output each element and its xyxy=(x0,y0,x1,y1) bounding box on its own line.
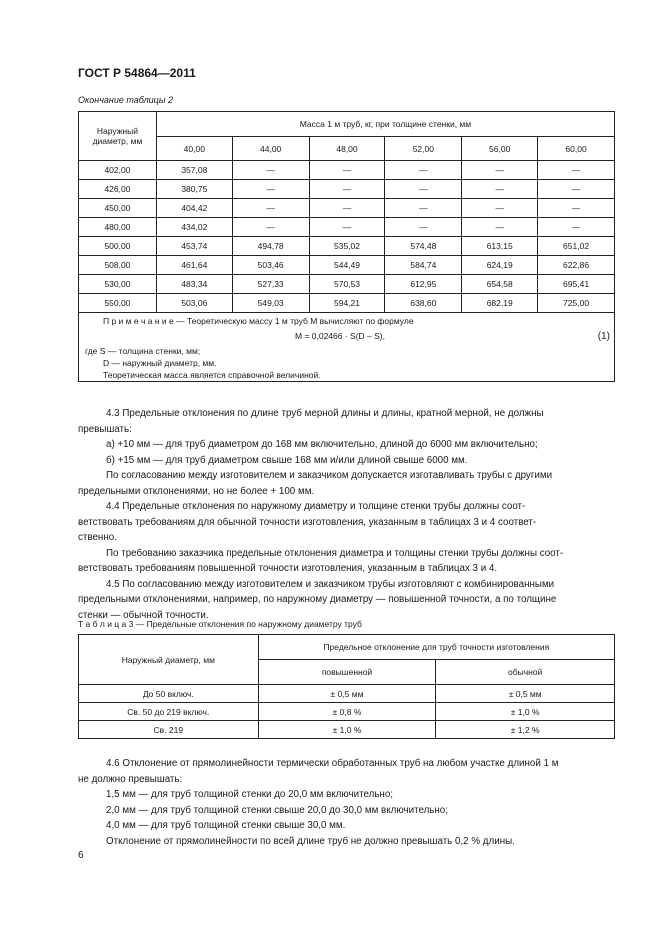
deviation-cell: ± 0,5 мм xyxy=(258,685,436,703)
mass-cell: 624,19 xyxy=(462,256,538,275)
mass-cell: — xyxy=(309,199,385,218)
s43-b: б) +15 мм — для труб диаметром свыше 168 мм и/или длиной свыше 6000 мм. xyxy=(106,454,468,466)
mass-cell: 574,48 xyxy=(385,237,462,256)
table-row xyxy=(79,218,615,237)
mass-cell: — xyxy=(385,161,462,180)
mass-cell: 527,33 xyxy=(232,275,309,294)
mass-cell: 638,60 xyxy=(385,294,462,313)
s46-i1: 1,5 мм — для труб толщиной стенки до 20,0 мм включительно; xyxy=(106,789,394,800)
table-row xyxy=(79,237,615,256)
mass-cell: — xyxy=(385,218,462,237)
head-mass: Масса 1 м труб, кг, при толщине стенки, мм xyxy=(156,112,614,137)
mass-cell: 654,58 xyxy=(462,275,538,294)
table-note xyxy=(79,313,615,382)
table-continuation-caption: Окончание таблицы 2 xyxy=(78,95,173,105)
mass-cell: — xyxy=(309,161,385,180)
mass-cell: 503,46 xyxy=(232,256,309,275)
table-row xyxy=(79,703,615,721)
deviation-cell: ± 1,0 % xyxy=(258,721,436,739)
page-number: 6 xyxy=(78,850,84,861)
mass-cell: — xyxy=(232,199,309,218)
s44-p2b: ветствовать требованиям повышенной точности изготовления, указанным в таблицах 3 и 4. xyxy=(78,563,498,574)
s44-p1b: ветствовать требованиям для обычной точности изготовления, указанным в таблицах 3 и 4 соответ- xyxy=(78,516,537,528)
mass-cell: 483,34 xyxy=(156,275,232,294)
s46-p1: 4.6 Отклонение от прямолинейности термически обработанных труб на любом участке длиной 1 м xyxy=(106,758,559,769)
t3-col-high: повышенной xyxy=(258,660,436,685)
s43-p2: По согласованию между изготовителем и заказчиком допускается изготавливать трубы с другими xyxy=(106,470,553,481)
note-line-1: П р и м е ч а н и е — Теоретическую массу 1 м труб М вычисляют по формуле xyxy=(103,316,414,326)
mass-cell: 380,75 xyxy=(156,180,232,199)
mass-cell: — xyxy=(309,180,385,199)
mass-cell: 503,06 xyxy=(156,294,232,313)
note-line-2: где S — толщина стенки, мм; xyxy=(85,346,201,356)
wall-thickness-col: 44,00 xyxy=(232,137,309,161)
table-row xyxy=(79,161,615,180)
table-row xyxy=(79,294,615,313)
mass-cell: 695,41 xyxy=(538,275,615,294)
mass-cell: 594,21 xyxy=(309,294,385,313)
table-row xyxy=(79,180,615,199)
mass-cell: — xyxy=(462,161,538,180)
deviation-cell: ± 1,2 % xyxy=(436,721,615,739)
note-line-3: D — наружный диаметр, мм. xyxy=(103,358,217,368)
note-formula-number: (1) xyxy=(597,331,610,342)
diameter-cell: 402,00 xyxy=(79,161,157,180)
wall-thickness-col: 40,00 xyxy=(156,137,232,161)
mass-cell: — xyxy=(538,199,615,218)
diameter-range-cell: Св. 50 до 219 включ. xyxy=(79,703,259,721)
mass-cell: — xyxy=(309,218,385,237)
mass-cell: — xyxy=(538,161,615,180)
wall-thickness-col: 56,00 xyxy=(462,137,538,161)
diameter-deviation-table xyxy=(78,634,615,739)
mass-cell: 570,53 xyxy=(309,275,385,294)
page-header: ГОСТ Р 54864—2011 xyxy=(78,66,196,80)
section-4-3 xyxy=(78,406,618,623)
t3-head-diameter: Наружный диаметр, мм xyxy=(79,635,259,685)
s46-i2: 2,0 мм — для труб толщиной стенки свыше 20,0 до 30,0 мм включительно; xyxy=(106,804,448,816)
s46-i3: 4,0 мм — для труб толщиной стенки свыше 30,0 мм. xyxy=(106,820,346,831)
mass-cell: 357,08 xyxy=(156,161,232,180)
head-diameter: Наружный диаметр, мм xyxy=(79,112,157,161)
diameter-range-cell: Св. 219 xyxy=(79,721,259,739)
mass-cell: 535,02 xyxy=(309,237,385,256)
diameter-cell: 530,00 xyxy=(79,275,157,294)
s46-p1b: не должно превышать: xyxy=(78,773,183,785)
diameter-range-cell: До 50 включ. xyxy=(79,685,259,703)
s44-p1: 4.4 Предельные отклонения по наружному диаметру и толщине стенки трубы должны соот- xyxy=(106,501,526,512)
mass-cell: 461,64 xyxy=(156,256,232,275)
t3-head-deviation: Предельное отклонение для труб точности изготовления xyxy=(258,635,614,660)
section-4-6 xyxy=(78,756,618,849)
mass-cell: — xyxy=(232,161,309,180)
mass-cell: 544,49 xyxy=(309,256,385,275)
note-line-4: Теоретическая масса является справочной величиной. xyxy=(103,370,321,380)
mass-cell: 584,74 xyxy=(385,256,462,275)
mass-cell: — xyxy=(232,180,309,199)
wall-thickness-col: 52,00 xyxy=(385,137,462,161)
mass-cell: — xyxy=(538,180,615,199)
wall-thickness-col: 48,00 xyxy=(309,137,385,161)
deviation-cell: ± 0,8 % xyxy=(258,703,436,721)
deviation-cell: ± 0,5 мм xyxy=(436,685,615,703)
mass-cell: — xyxy=(462,199,538,218)
table-row xyxy=(79,256,615,275)
mass-cell: 453,74 xyxy=(156,237,232,256)
s43-p1b: превышать: xyxy=(78,423,132,435)
mass-cell: 612,95 xyxy=(385,275,462,294)
mass-table xyxy=(78,111,615,382)
diameter-cell: 480,00 xyxy=(79,218,157,237)
table3-caption: Т а б л и ц а 3 — Предельные отклонения по наружному диаметру труб xyxy=(78,619,362,629)
s45-p1: 4.5 По согласованию между изготовителем и заказчиком трубы изготовляют с комбинированными xyxy=(106,578,555,590)
s45-p1b: предельными отклонениями, например, по наружному диаметру — повышенной точности, а по толщине xyxy=(78,594,557,605)
t3-col-normal: обычной xyxy=(436,660,615,685)
mass-cell: 651,02 xyxy=(538,237,615,256)
mass-cell: — xyxy=(462,218,538,237)
mass-cell: — xyxy=(385,180,462,199)
mass-cell: 725,00 xyxy=(538,294,615,313)
note-formula: M = 0,02466 · S(D – S), xyxy=(295,331,385,341)
table-row xyxy=(79,275,615,294)
s44-p2: По требованию заказчика предельные отклонения диаметра и толщины стенки трубы должны соот- xyxy=(106,547,564,559)
diameter-cell: 550,00 xyxy=(79,294,157,313)
mass-cell: 434,02 xyxy=(156,218,232,237)
diameter-cell: 508,00 xyxy=(79,256,157,275)
mass-cell: 622,86 xyxy=(538,256,615,275)
table-row xyxy=(79,721,615,739)
mass-cell: — xyxy=(538,218,615,237)
mass-cell: — xyxy=(462,180,538,199)
s44-p1c: ственно. xyxy=(78,532,117,543)
s43-a: а) +10 мм — для труб диаметром до 168 мм включительно, длиной до 6000 мм включительно; xyxy=(106,439,538,450)
s43-p1: 4.3 Предельные отклонения по длине труб мерной длины и длины, кратной мерной, не должны xyxy=(106,408,544,419)
s43-p2b: предельными отклонениями, но не более + 100 мм. xyxy=(78,485,315,497)
mass-cell: 549,03 xyxy=(232,294,309,313)
mass-cell: 682,19 xyxy=(462,294,538,313)
deviation-cell: ± 1,0 % xyxy=(436,703,615,721)
mass-cell: 613,15 xyxy=(462,237,538,256)
table-row xyxy=(79,199,615,218)
mass-cell: 494,78 xyxy=(232,237,309,256)
diameter-cell: 500,00 xyxy=(79,237,157,256)
diameter-cell: 426,00 xyxy=(79,180,157,199)
s45-p1c: стенки — обычной точности. xyxy=(78,609,209,621)
mass-cell: — xyxy=(232,218,309,237)
mass-cell: — xyxy=(385,199,462,218)
diameter-cell: 450,00 xyxy=(79,199,157,218)
table-row xyxy=(79,685,615,703)
mass-cell: 404,42 xyxy=(156,199,232,218)
wall-thickness-col: 60,00 xyxy=(538,137,615,161)
s46-p2: Отклонение от прямолинейности по всей длине труб не должно превышать 0,2 % длины. xyxy=(106,835,515,847)
